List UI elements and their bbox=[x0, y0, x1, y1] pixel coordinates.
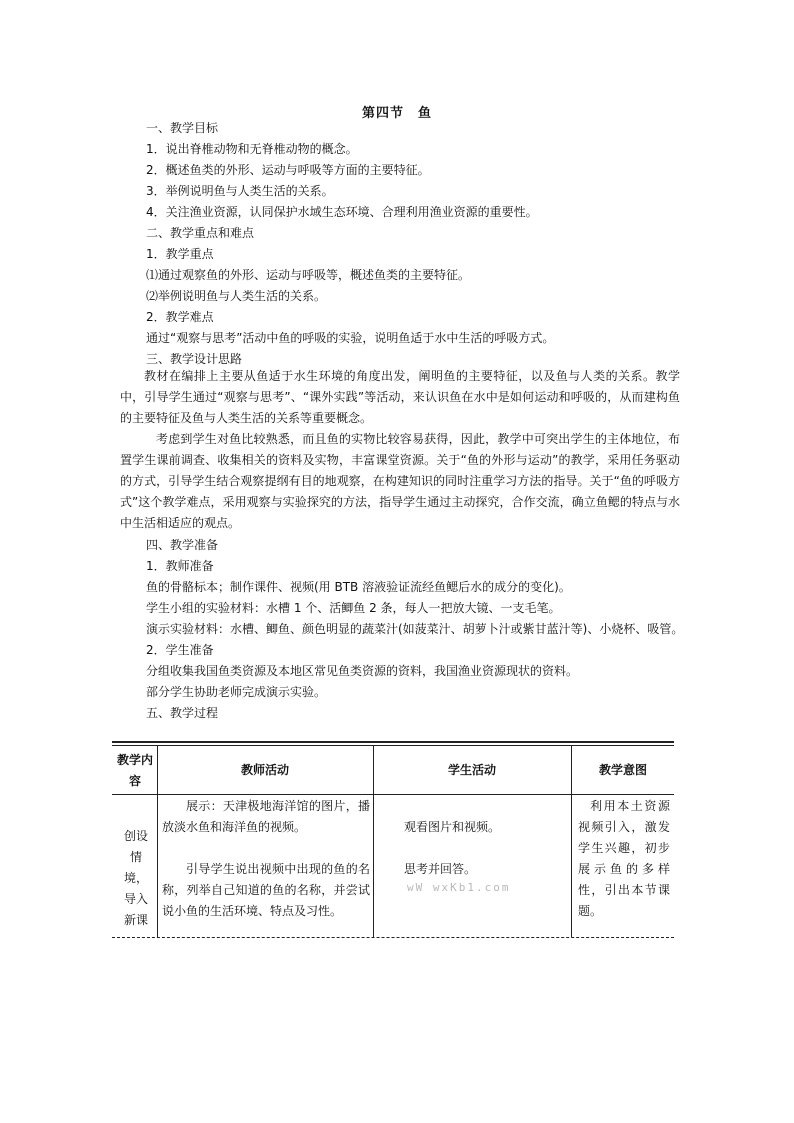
page-title: 第四节 鱼 bbox=[361, 106, 432, 121]
table-column-divider bbox=[571, 746, 572, 937]
subheading-student-prep: 2．学生准备 bbox=[146, 643, 214, 657]
goal-item: 4．关注渔业资源，认同保护水域生态环境、合理利用渔业资源的重要性。 bbox=[146, 205, 538, 219]
student-activity-text: 观看图片和视频。 bbox=[404, 820, 501, 834]
section-heading-preparation: 四、教学准备 bbox=[146, 538, 219, 552]
table-column-divider bbox=[373, 746, 374, 937]
student-prep-item: 部分学生协助老师完成演示实验。 bbox=[146, 685, 327, 699]
watermark: wW wxKb1.com bbox=[407, 881, 511, 894]
teaching-intent-text: 利用本土资源视频引入，激发学生兴趣，初步展示鱼的多样性，引出本节课题。 bbox=[578, 799, 670, 918]
section-heading-goals: 一、教学目标 bbox=[146, 121, 219, 135]
teacher-prep-item: 学生小组的实验材料：水槽 1 个、活鲫鱼 2 条，每人一把放大镜、一支毛笔。 bbox=[146, 601, 561, 615]
design-paragraph-2: 考虑到学生对鱼比较熟悉，而且鱼的实物比较容易获得，因此，教学中可突出学生的主体地位，布置学生课前调查、收集相关的资料及实物，丰富课堂资源。关于“鱼的外形与运动”的教学，采用任务驱动的方式，引导学生结合观察提纲有目的地观察，在构建知识的同时注重学习方法的指导。关于“鱼的呼吸方式”这个教学难点，采用观察与实验探究的方法，指导学生通过主动探究，合作交流，确立鱼鳃的特点与水中生活相适应的观点。 bbox=[120, 432, 680, 530]
student-activity-text: 思考并回答。 bbox=[404, 862, 477, 876]
difficulty-item: 通过“观察与思考”活动中鱼的呼吸的实验，说明鱼适于水中生活的呼吸方式。 bbox=[146, 331, 555, 345]
key-point-item: ⑴通过观察鱼的外形、运动与呼吸等，概述鱼类的主要特征。 bbox=[146, 268, 471, 282]
header-content: 教学内容 bbox=[116, 753, 153, 788]
goal-item: 2．概述鱼类的外形、运动与呼吸等方面的主要特征。 bbox=[146, 163, 430, 177]
goal-item: 1．说出脊椎动物和无脊椎动物的概念。 bbox=[146, 142, 358, 156]
student-prep-item: 分组收集我国鱼类资源及本地区常见鱼类资源的资料，我国渔业资源现状的资料。 bbox=[146, 664, 579, 678]
header-teaching-intent: 教学意图 bbox=[598, 763, 647, 777]
table-header-divider bbox=[112, 794, 674, 795]
subheading-difficulty: 2．教学难点 bbox=[146, 310, 214, 324]
table-bottom-dashed-rule bbox=[112, 937, 674, 938]
header-student-activity: 学生活动 bbox=[447, 763, 496, 777]
teacher-activity-text: 引导学生说出视频中出现的鱼的名称，列举自己知道的鱼的名称，并尝试说小鱼的生活环境、特点及习性。 bbox=[162, 862, 370, 918]
section-heading-design: 三、教学设计思路 bbox=[146, 352, 243, 366]
section-heading-key-points: 二、教学重点和难点 bbox=[146, 226, 255, 240]
row-content-label: 创设情境，导入新课 bbox=[123, 829, 148, 927]
design-paragraph-1: 教材在编排上主要从鱼适于水生环境的角度出发，阐明鱼的主要特征，以及鱼与人类的关系。教学中，引导学生通过“观察与思考”、“课外实践”等活动，来认识鱼在水中是如何运动和呼吸的，从而建构鱼的主要特征及鱼与人类生活的关系等重要概念。 bbox=[120, 369, 680, 425]
subheading-teacher-prep: 1．教师准备 bbox=[146, 559, 214, 573]
table-top-rule-inner bbox=[112, 745, 674, 746]
teacher-prep-item: 演示实验材料：水槽、鲫鱼、颜色明显的蔬菜汁(如菠菜汁、胡萝卜汁或紫甘蓝汁等)、小烧杯、吸管。 bbox=[146, 622, 684, 636]
goal-item: 3．举例说明鱼与人类生活的关系。 bbox=[146, 184, 334, 198]
table-column-divider bbox=[157, 746, 158, 937]
teacher-prep-item: 鱼的骨骼标本；制作课件、视频(用 BTB 溶液验证流经鱼鳃后水的成分的变化)。 bbox=[146, 580, 571, 594]
table-top-rule bbox=[112, 741, 674, 743]
header-teacher-activity: 教师活动 bbox=[240, 763, 289, 777]
key-point-item: ⑵举例说明鱼与人类生活的关系。 bbox=[146, 289, 327, 303]
subheading-key-points: 1．教学重点 bbox=[146, 247, 214, 261]
teacher-activity-text: 展示：天津极地海洋馆的图片，播放淡水鱼和海洋鱼的视频。 bbox=[162, 799, 370, 834]
section-heading-process: 五、教学过程 bbox=[146, 706, 219, 720]
